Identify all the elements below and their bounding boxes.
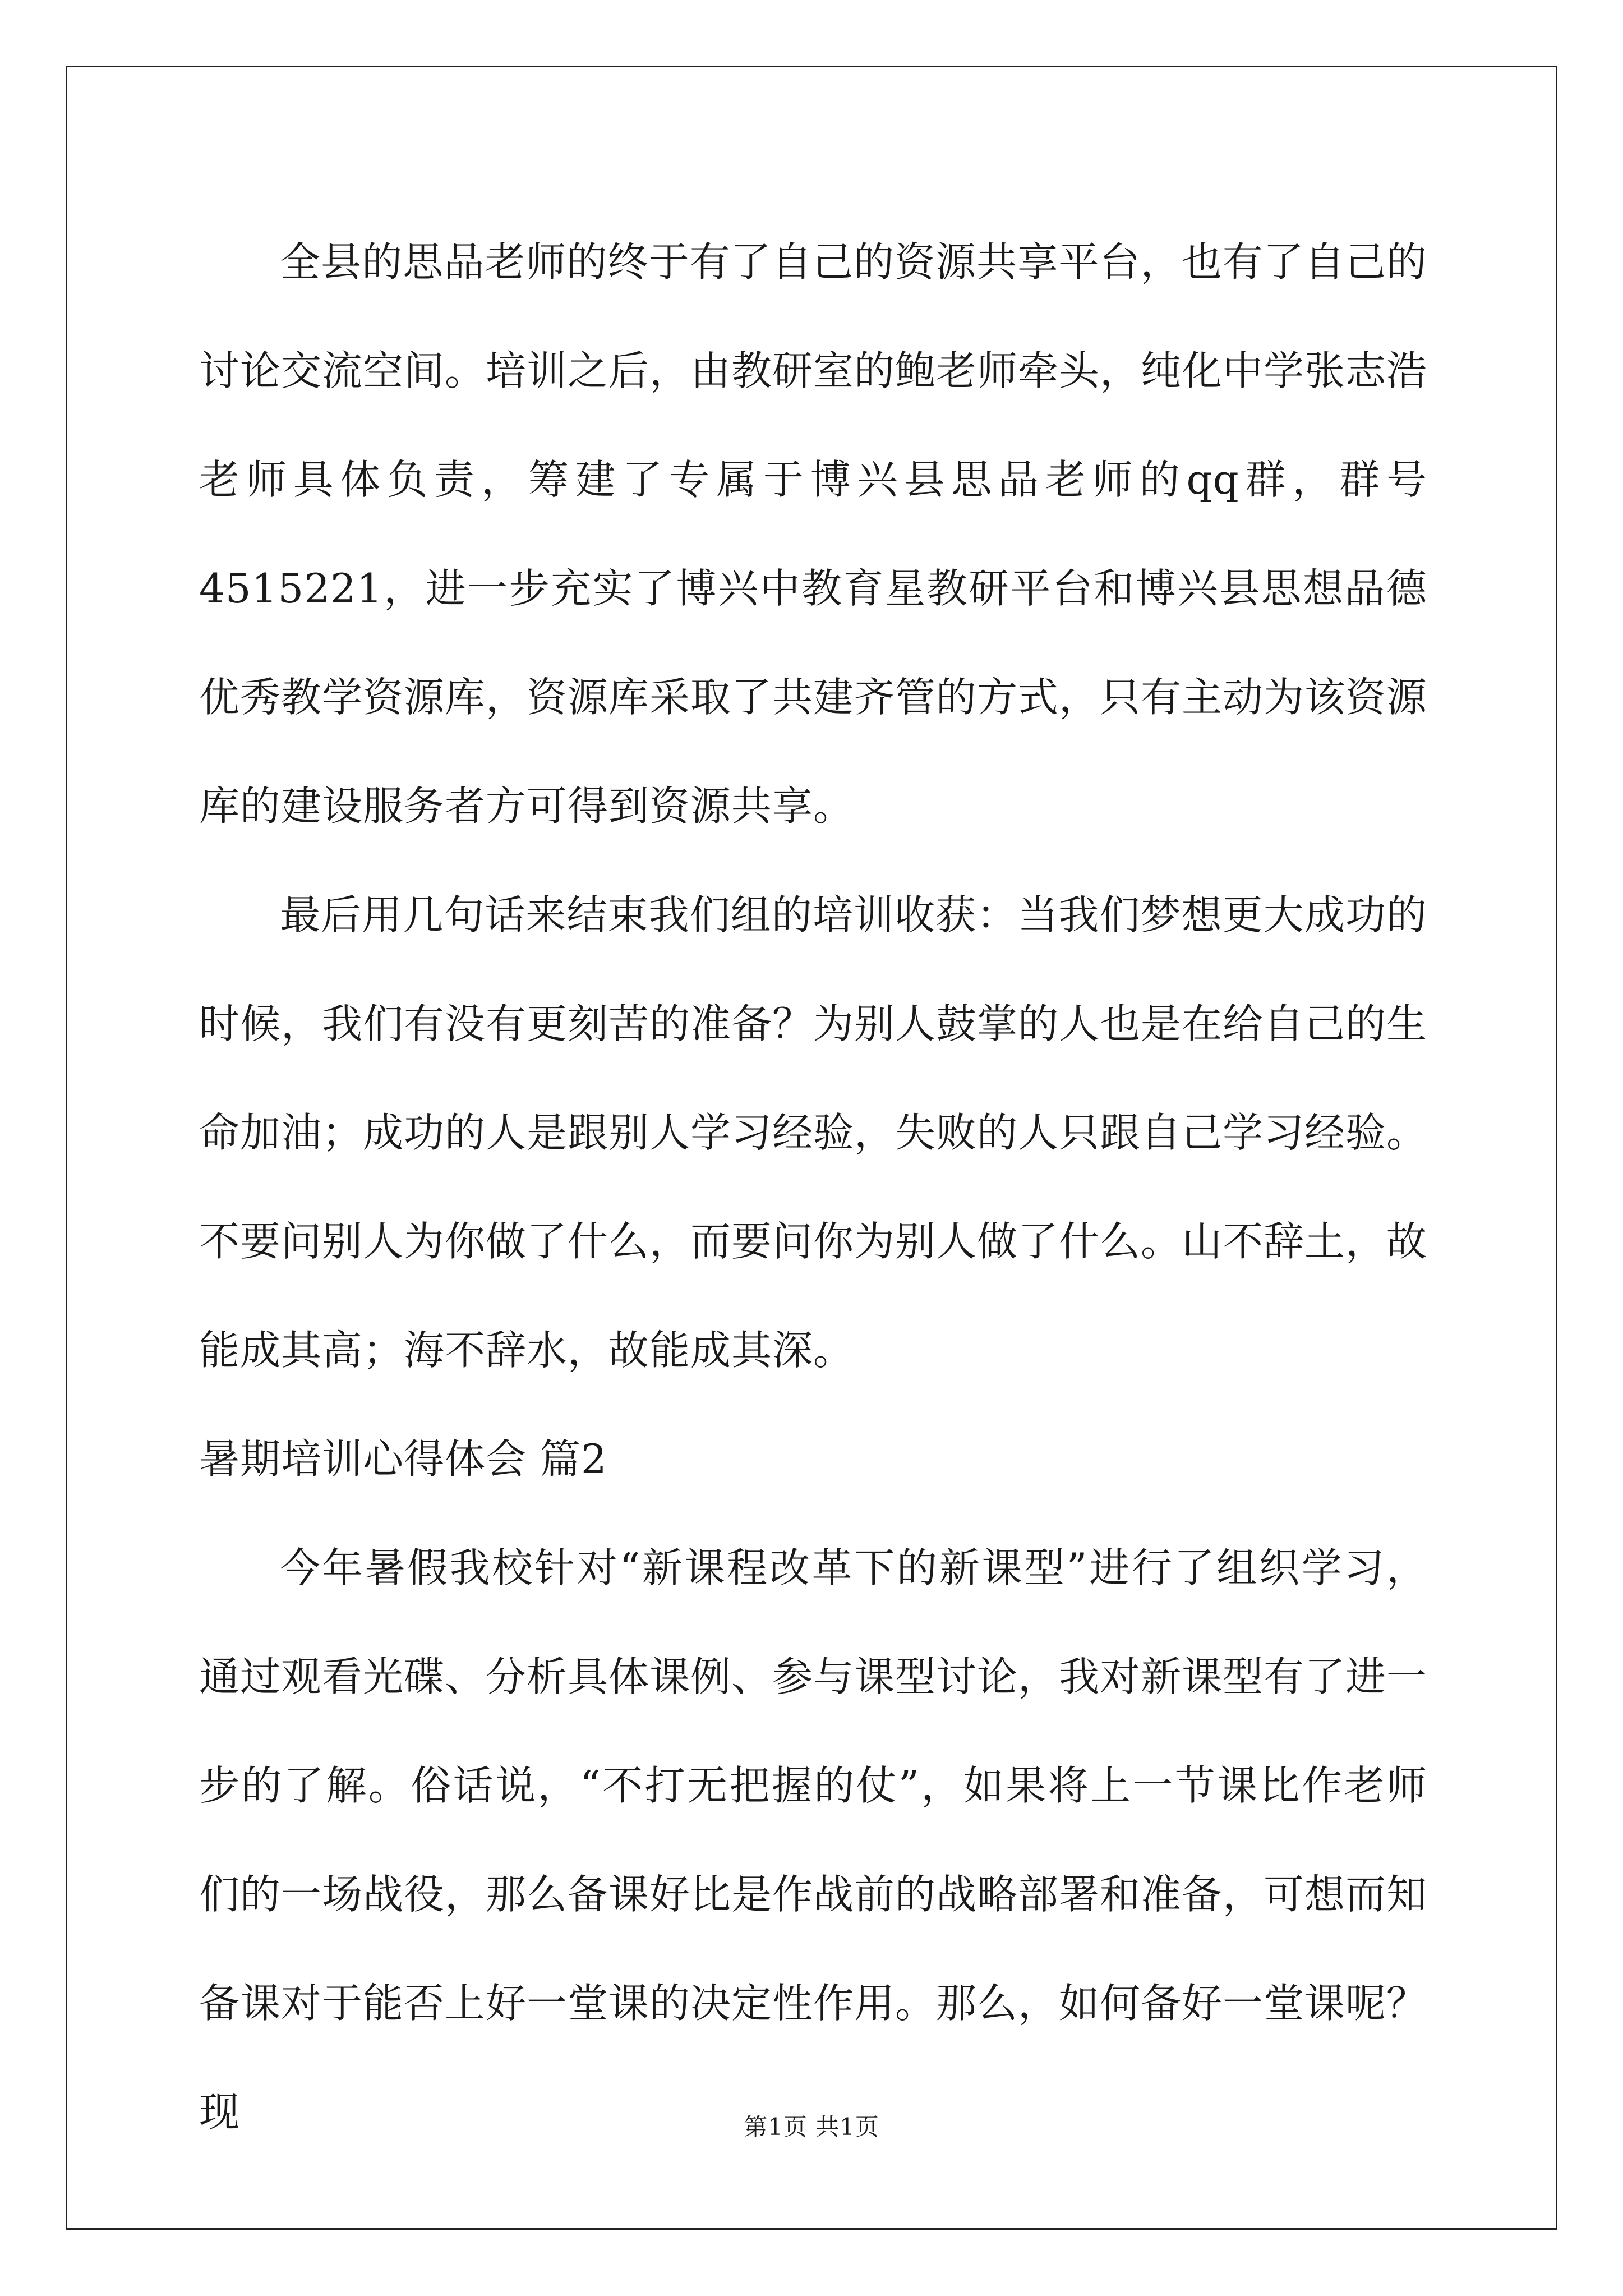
paragraph: 最后用几句话来结束我们组的培训收获：当我们梦想更大成功的时候，我们有没有更刻苦的准备？为别人鼓掌的人也是在给自己的生命加油；成功的人是跟别人学习经验，失败的人只跟自己学习经验。不要问别人为你做了什么，而要问你为别人做了什么。山不辞土，故能成其高；海不辞水，故能成其深。 — [199, 891, 1428, 1374]
section-heading: 暑期培训心得体会 篇2 — [199, 1435, 607, 1483]
paragraph: 今年暑假我校针对“新课程改革下的新课型”进行了组织学习，通过观看光碟、分析具体课例、参与课型讨论，我对新课型有了进一步的了解。俗话说，“不打无把握的仗”，如果将上一节课比作老师们的一场战役，那么备课好比是作战前的战略部署和准备，可想而知备课对于能否上好一堂课的决定性作用。那么，如何备好一堂课呢？现 — [199, 1544, 1428, 2136]
document-body — [199, 208, 1427, 2166]
page-footer: 第1页 共1页 — [744, 2113, 879, 2141]
paragraph: 全县的思品老师的终于有了自己的资源共享平台，也有了自己的讨论交流空间。培训之后，由教研室的鲍老师牵头，纯化中学张志浩老师具体负责，筹建了专属于博兴县思品老师的qq群，群号4515221，进一步充实了博兴中教育星教研平台和博兴县思想品德优秀教学资源库，资源库采取了共建齐管的方式，只有主动为该资源库的建设服务者方可得到资源共享。 — [199, 238, 1428, 830]
